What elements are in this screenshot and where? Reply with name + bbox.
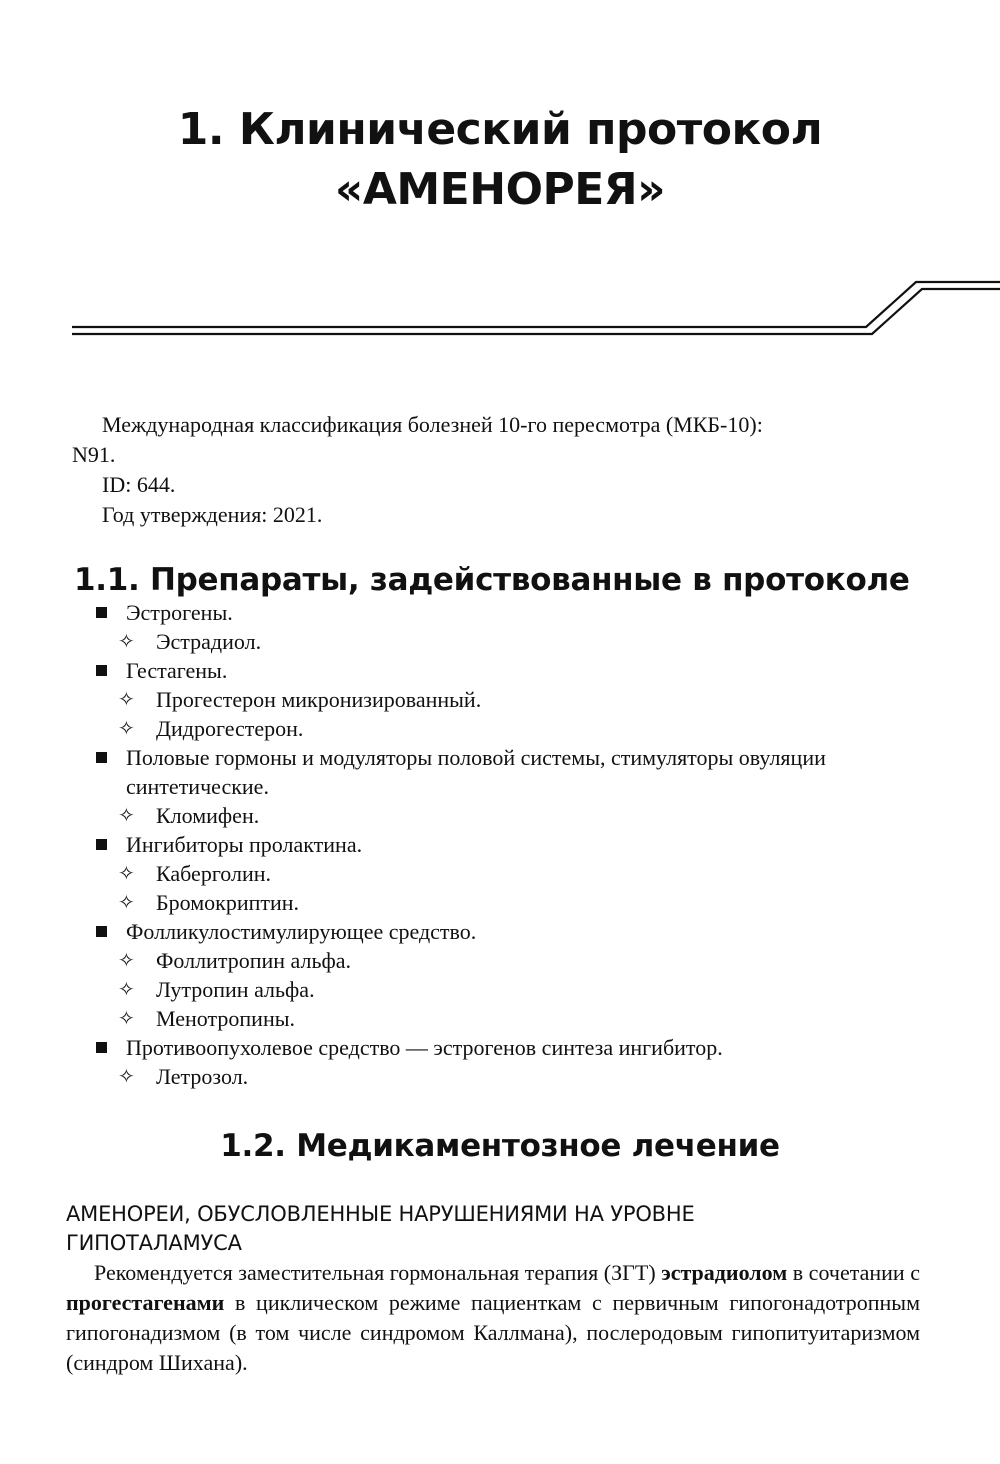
section-heading-drugs: 1.1. Препараты, задействованные в протоколе xyxy=(74,562,910,598)
square-bullet-icon xyxy=(96,839,107,850)
square-bullet-icon xyxy=(96,665,107,676)
drug-item: ✧ Прогестерон микронизированный. xyxy=(118,687,482,712)
drug-group xyxy=(96,830,936,917)
subsection-heading xyxy=(66,1200,926,1258)
protocol-id: ID: 644. xyxy=(102,472,176,497)
drug-group xyxy=(96,743,936,830)
drug-group-name: Противоопухолевое средство — эстрогенов синтеза ингибитор. xyxy=(126,1035,723,1060)
drug-group xyxy=(96,917,936,1033)
drug-group xyxy=(96,656,936,743)
drug-group xyxy=(96,1033,936,1091)
drug-item: ✧ Эстрадиол. xyxy=(118,629,262,654)
drug-item: ✧ Лутропин альфа. xyxy=(118,977,315,1002)
diamond-bullet-icon: ✧ xyxy=(118,629,135,653)
section-heading-treatment: 1.2. Медикаментозное лечение xyxy=(220,1128,780,1164)
treatment-paragraph xyxy=(66,1258,920,1378)
mkb-line: Международная классификация болезней 10-го пересмотра (МКБ-10): xyxy=(102,412,763,437)
diamond-bullet-icon: ✧ xyxy=(118,890,135,914)
drug-group-name: Фолликулостимулирующее средство. xyxy=(126,919,477,944)
diamond-bullet-icon: ✧ xyxy=(118,861,135,885)
mkb-code: N91. xyxy=(72,442,116,467)
drug-item: ✧ Менотропины. xyxy=(118,1006,296,1031)
drug-item: ✧ Бромокриптин. xyxy=(118,890,300,915)
diamond-bullet-icon: ✧ xyxy=(118,803,135,827)
diamond-bullet-icon: ✧ xyxy=(118,716,135,740)
square-bullet-icon xyxy=(96,1042,107,1053)
paragraph-bold-term: прогестагенами xyxy=(66,1290,225,1315)
protocol-meta xyxy=(72,410,932,530)
paragraph-text: Рекомендуется заместительная гормональная терапия (ЗГТ) xyxy=(94,1260,662,1285)
drug-list xyxy=(96,598,936,1091)
subsection-heading-line-2: ГИПОТАЛАМУСА xyxy=(66,1231,242,1255)
square-bullet-icon xyxy=(96,752,107,763)
drug-item: ✧ Каберголин. xyxy=(118,861,272,886)
drug-item: ✧ Кломифен. xyxy=(118,803,260,828)
drug-group-name: Гестагены. xyxy=(126,658,228,683)
drug-group-name: Эстрогены. xyxy=(126,600,233,625)
drug-item: ✧ Фоллитропин альфа. xyxy=(118,948,352,973)
diamond-bullet-icon: ✧ xyxy=(118,1064,135,1088)
square-bullet-icon xyxy=(96,607,107,618)
drug-item: ✧ Дидрогестерон. xyxy=(118,716,304,741)
paragraph-bold-term: эстрадиолом xyxy=(661,1260,788,1285)
diamond-bullet-icon: ✧ xyxy=(118,948,135,972)
approval-year: Год утверждения: 2021. xyxy=(102,502,323,527)
square-bullet-icon xyxy=(96,926,107,937)
decorative-divider xyxy=(0,268,1000,348)
diamond-bullet-icon: ✧ xyxy=(118,687,135,711)
drug-group-name: Ингибиторы пролактина. xyxy=(126,832,363,857)
diamond-bullet-icon: ✧ xyxy=(118,1006,135,1030)
diamond-bullet-icon: ✧ xyxy=(118,977,135,1001)
paragraph-text: в циклическом режиме пациенткам с первичным гипогонадотропным гипогонадизмом (в том числе синдромом Каллмана), послеродовым гипопитуитаризмом (синдром Шихана). xyxy=(66,1290,920,1375)
drug-group-name: Половые гормоны и модуляторы половой системы, стимуляторы овуляции синтетические. xyxy=(126,745,826,799)
chapter-title-line-2: «АМЕНОРЕЯ» xyxy=(334,164,666,215)
paragraph-text: в сочетании с xyxy=(787,1260,920,1285)
chapter-title-line-1: 1. Клинический протокол xyxy=(177,104,823,155)
chapter-title xyxy=(0,100,1000,220)
subsection-heading-line-1: АМЕНОРЕИ, ОБУСЛОВЛЕННЫЕ НАРУШЕНИЯМИ НА УРОВНЕ xyxy=(66,1202,695,1226)
drug-item: ✧ Летрозол. xyxy=(118,1064,249,1089)
drug-group xyxy=(96,598,936,656)
